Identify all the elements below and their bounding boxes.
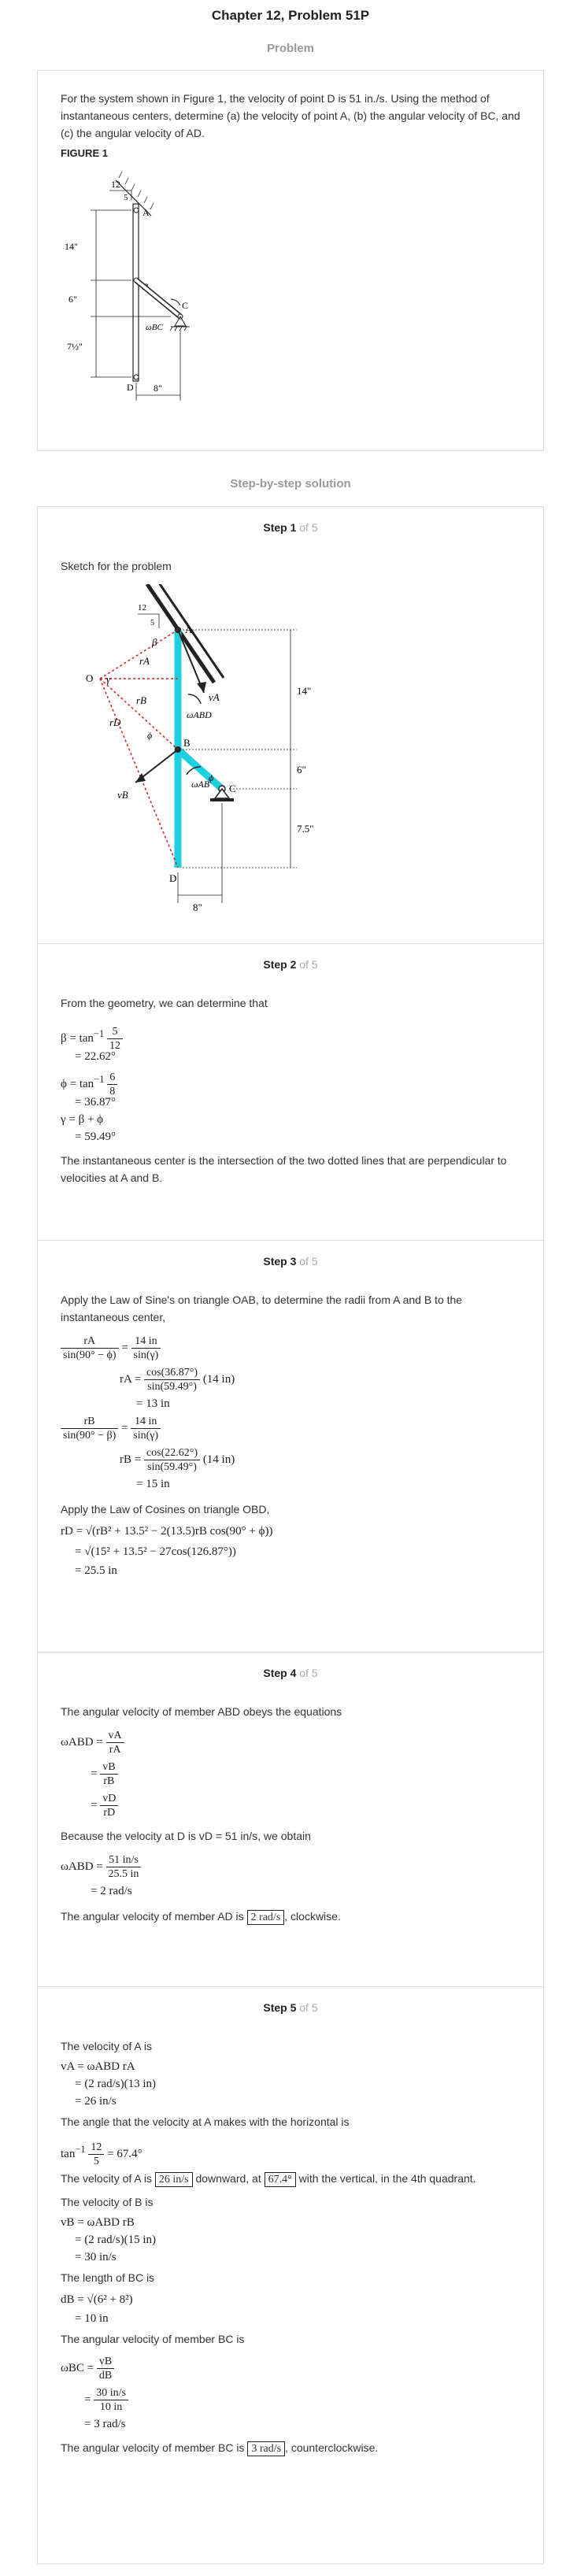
step-2: [37, 944, 544, 1241]
rb-den: sin(90° − β): [63, 1430, 117, 1442]
s1-label-b: B: [183, 737, 191, 749]
chapter-title: Chapter 12, Problem 51P: [211, 8, 370, 23]
ra-val: = 13 in: [136, 1397, 170, 1410]
step-2-label: Step 2: [263, 958, 297, 971]
omega-val: = 2 rad/s: [91, 1885, 132, 1897]
beta-val: = 22.62°: [75, 1050, 116, 1063]
angle-val: = 67.4°: [107, 2148, 142, 2160]
wbc-lhs: ωBC =: [61, 2362, 94, 2374]
step-3-cosines-intro: Apply the Law of Cosines on triangle OBD,: [61, 1503, 270, 1516]
omega-lhs: ωABD =: [61, 1736, 103, 1749]
fig1-label-d: D: [127, 382, 134, 393]
va-res-box2: 67.4°: [265, 2172, 296, 2187]
step-5-title: [61, 1987, 520, 2017]
wbc-l1: [61, 2352, 520, 2384]
ra-mult: (14 in): [202, 1373, 235, 1386]
phi-den: 8: [109, 1086, 116, 1098]
step-5-label: Step 5: [263, 2001, 297, 2014]
step-5-bc-math: [61, 2289, 520, 2327]
rd-line1: rD = √(rB² + 13.5² − 2(13.5)rB cos(90° + ϕ)): [61, 1525, 273, 1538]
step-1-caption: Sketch for the problem: [61, 560, 172, 572]
ra-cos: cos(36.87°): [144, 1366, 200, 1380]
beta-den: 12: [109, 1040, 120, 1053]
s1-phi: ϕ: [147, 730, 153, 741]
rhs-num-b: 14 in: [131, 1415, 161, 1429]
step-4-math: [61, 1727, 520, 1821]
gamma-val: = 59.49°: [75, 1131, 116, 1143]
bc-l1: dB = √(6² + 8²): [61, 2293, 133, 2306]
gamma-eq: γ = β + ϕ: [61, 1113, 104, 1126]
s1-dim-8: 8": [193, 901, 202, 913]
s1-vb: vB: [117, 789, 128, 801]
f2-den: rB: [103, 1775, 115, 1788]
rd-line2: = √(15² + 13.5² − 27cos(126.87°)): [75, 1545, 236, 1558]
va-l3: = 26 in/s: [75, 2095, 117, 2108]
step-3-rd-math: [61, 1521, 520, 1579]
step-1-title: [61, 507, 520, 537]
s1-label-o: O: [86, 672, 94, 684]
phi-lhs: ϕ = tan: [61, 1078, 94, 1090]
ra-num: rA: [61, 1334, 119, 1349]
angle-den: 5: [93, 2156, 99, 2168]
step-2-intro: From the geometry, we can determine that: [61, 997, 268, 1009]
step-4: [37, 1653, 544, 1987]
step-5-bc-intro: The length of BC is: [61, 2271, 155, 2284]
step-2-conclusion: The instantaneous center is the intersection of the two dotted lines that are perpendicular to velocities at A and B.: [61, 1154, 507, 1184]
step-4-intro: The angular velocity of member ABD obeys the equations: [61, 1705, 342, 1718]
solution-heading: Step-by-step solution: [230, 477, 351, 490]
va-l2: = (2 rad/s)(13 in): [75, 2078, 157, 2090]
s1-phi2: ϕ: [209, 772, 214, 783]
sine-law-a: $\frac{rA}{\sin(90^\circ - \phi)}$ = $\frac{14 in}{\sin(\gamma)}$: [61, 1332, 520, 1364]
wbc-den1: dB: [98, 2370, 113, 2382]
f3-den: rD: [103, 1807, 116, 1819]
step-4-of: of 5: [299, 1667, 318, 1679]
fig1-label-c: C: [182, 300, 189, 311]
step-5-res-pre: The angular velocity of member BC is: [61, 2441, 245, 2454]
s1-va: vA: [209, 691, 220, 703]
ra-lhs: rA =: [120, 1373, 142, 1386]
va-res-box: 26 in/s: [155, 2172, 193, 2187]
beta-num: 5: [107, 1025, 123, 1039]
s1-omega-ab: ωAB: [191, 779, 210, 790]
step-1-of: of 5: [299, 521, 318, 534]
problem-card: [37, 70, 544, 451]
rb-cos: cos(22.62°): [144, 1446, 200, 1460]
problem-heading: Problem: [266, 42, 314, 55]
step-5-result: [61, 2439, 520, 2458]
omega-eval: [61, 1851, 520, 1882]
rd-val: = 25.5 in: [75, 1564, 117, 1577]
step-3: [37, 1241, 544, 1653]
angle-num: 12: [88, 2141, 104, 2155]
fig1-dim-6: 6": [68, 294, 77, 305]
vb-l1: vB = ωABD rB: [61, 2216, 135, 2229]
ra-solve: [61, 1364, 520, 1395]
step-5-va-result: [61, 2170, 520, 2189]
step-5-w-intro: The angular velocity of member BC is: [61, 2333, 245, 2345]
step-5-res-box: 3 rad/s: [247, 2441, 285, 2456]
s1-omega-abd: ωABD: [187, 709, 212, 720]
rb-solve: [61, 1444, 520, 1475]
step-1: [37, 506, 544, 944]
step-4-result: [61, 1908, 520, 1926]
step-3-label: Step 3: [263, 1255, 297, 1268]
step-5-angle-math: [61, 2134, 520, 2168]
rb-lhs: rB =: [120, 1453, 142, 1466]
step-3-of: of 5: [299, 1255, 318, 1268]
step-5-angle-intro: The angle that the velocity at A makes with the horizontal is: [61, 2115, 350, 2128]
omega2-lhs: ωABD =: [61, 1860, 103, 1873]
fig1-omega-bc: ωBC: [146, 323, 163, 332]
f3-num: vD: [100, 1792, 118, 1806]
s1-label-d: D: [169, 872, 177, 884]
step-3-title: [61, 1241, 520, 1271]
phi-num: 6: [107, 1071, 117, 1085]
fig1-dim-8: 8": [154, 383, 162, 394]
va-res-mid: downward, at: [195, 2172, 261, 2185]
step-4-title: [61, 1653, 520, 1682]
f1-den: rA: [109, 1744, 121, 1756]
step-1-label: Step 1: [263, 521, 297, 534]
omega-f3: = $\frac{vD}{rD}$: [61, 1790, 520, 1821]
beta-lhs: β = tan: [61, 1032, 94, 1045]
s1-beta: β: [152, 636, 157, 648]
step-5-res-post: , counterclockwise.: [285, 2441, 379, 2454]
fig1-slope-12: 12: [111, 179, 120, 190]
step-2-title: [61, 944, 520, 974]
step-4-result-post: , clockwise.: [284, 1910, 341, 1923]
w2-num: 51 in/s: [106, 1853, 142, 1867]
step-5-va-intro: The velocity of A is: [61, 2040, 152, 2052]
step-4-because: Because the velocity at D is vD = 51 in/s, we obtain: [61, 1830, 311, 1842]
step-2-of: of 5: [299, 958, 318, 971]
wbc-val: = 3 rad/s: [84, 2418, 126, 2430]
fig1-slope-5: 5: [124, 193, 128, 202]
s1-rd: rD: [109, 716, 121, 728]
fig1-dim-75: 7½": [67, 341, 83, 352]
s1-rb: rB: [136, 694, 146, 706]
va-l1: vA = ωABD rA: [61, 2060, 135, 2073]
step-5-vb-intro: The velocity of B is: [61, 2196, 154, 2208]
s1-slope-5: 5: [150, 619, 154, 627]
step-4-result-pre: The angular velocity of member AD is: [61, 1910, 244, 1923]
figure-label: FIGURE 1: [61, 147, 108, 159]
beta-eq: $\beta = \tan^{-1}$ $\frac{5}{12}$: [61, 1020, 520, 1048]
vb-l2: = (2 rad/s)(15 in): [75, 2234, 157, 2246]
step-4-label: Step 4: [263, 1667, 297, 1679]
f2-num: vB: [100, 1760, 117, 1775]
sine-law-b: $\frac{rB}{\sin(90^\circ - \beta)}$ = $\frac{14 in}{\sin(\gamma)}$: [61, 1412, 520, 1444]
rb-num: rB: [61, 1415, 118, 1429]
w2-den: 25.5 in: [108, 1868, 139, 1881]
fig1-dim-14: 14": [65, 241, 78, 252]
rhs-den-b: sin(γ): [133, 1430, 159, 1442]
vb-l3: = 30 in/s: [75, 2251, 117, 2263]
rb-mult: (14 in): [202, 1453, 235, 1466]
rb-val: = 15 in: [136, 1478, 170, 1490]
step-4-result-box: 2 rad/s: [247, 1910, 285, 1925]
s1-dim-75: 7.5": [297, 823, 314, 835]
step-5-w-math: [61, 2352, 520, 2433]
problem-text: For the system shown in Figure 1, the velocity of point D is 51 in./s. Using the method of instantaneous centers, determine (a) the velocity of point A, (b) the angular velocity of BC, and (c) the angular velocity of AD.: [61, 92, 520, 139]
s1-label-c: C: [229, 783, 236, 794]
bc-l2: = 10 in: [75, 2312, 109, 2325]
rb-sin: sin(59.49°): [147, 1461, 197, 1474]
step-5-vb-math: [61, 2214, 520, 2266]
omega-f2: = $\frac{vB}{rB}$: [61, 1758, 520, 1790]
ra-den: sin(90° − ϕ): [63, 1349, 117, 1362]
s1-gamma: γ: [106, 673, 111, 685]
s1-label-a: A: [185, 624, 193, 635]
phi-eq: $\phi = \tan^{-1}$ $\frac{6}{8}$: [61, 1065, 520, 1094]
va-res-post: with the vertical, in the 4th quadrant.: [298, 2172, 476, 2185]
s1-slope-12: 12: [138, 603, 146, 613]
angle-eq: $\tan^{-1}$ $\frac{12}{5}$ = 67.4°: [61, 2141, 142, 2168]
omega-f1: [61, 1727, 520, 1758]
step-2-math: [61, 1020, 520, 1146]
angle-lhs: tan: [61, 2148, 76, 2160]
step-1-sketch: [61, 584, 391, 931]
step-3-math: [61, 1332, 520, 1493]
rhs-den-a: sin(γ): [133, 1349, 159, 1362]
step-5-va-math: [61, 2058, 520, 2110]
fig1-label-a: A: [142, 207, 150, 218]
ra-sin: sin(59.49°): [147, 1381, 197, 1393]
step-5: [37, 1987, 544, 2564]
va-res-pre: The velocity of A is: [61, 2172, 152, 2185]
phi-val: = 36.87°: [75, 1096, 116, 1108]
wbc-num1: vB: [97, 2355, 114, 2369]
f1-num: vA: [106, 1729, 124, 1743]
figure-1-diagram: [61, 161, 234, 420]
s1-dim-6: 6": [297, 764, 306, 775]
s1-ra: rA: [139, 655, 150, 667]
wbc-l2: = $\frac{30 in/s}{10 in}$: [61, 2384, 520, 2415]
wbc-num2: 30 in/s: [94, 2386, 128, 2400]
s1-dim-14: 14": [297, 685, 312, 697]
wbc-den2: 10 in: [99, 2401, 123, 2414]
step-3-intro: Apply the Law of Sine's on triangle OAB, to determine the radii from A and B to the instantaneous center,: [61, 1294, 463, 1323]
step-5-of: of 5: [299, 2001, 318, 2014]
step-4-math-2: [61, 1851, 520, 1900]
rhs-num-a: 14 in: [131, 1334, 161, 1349]
